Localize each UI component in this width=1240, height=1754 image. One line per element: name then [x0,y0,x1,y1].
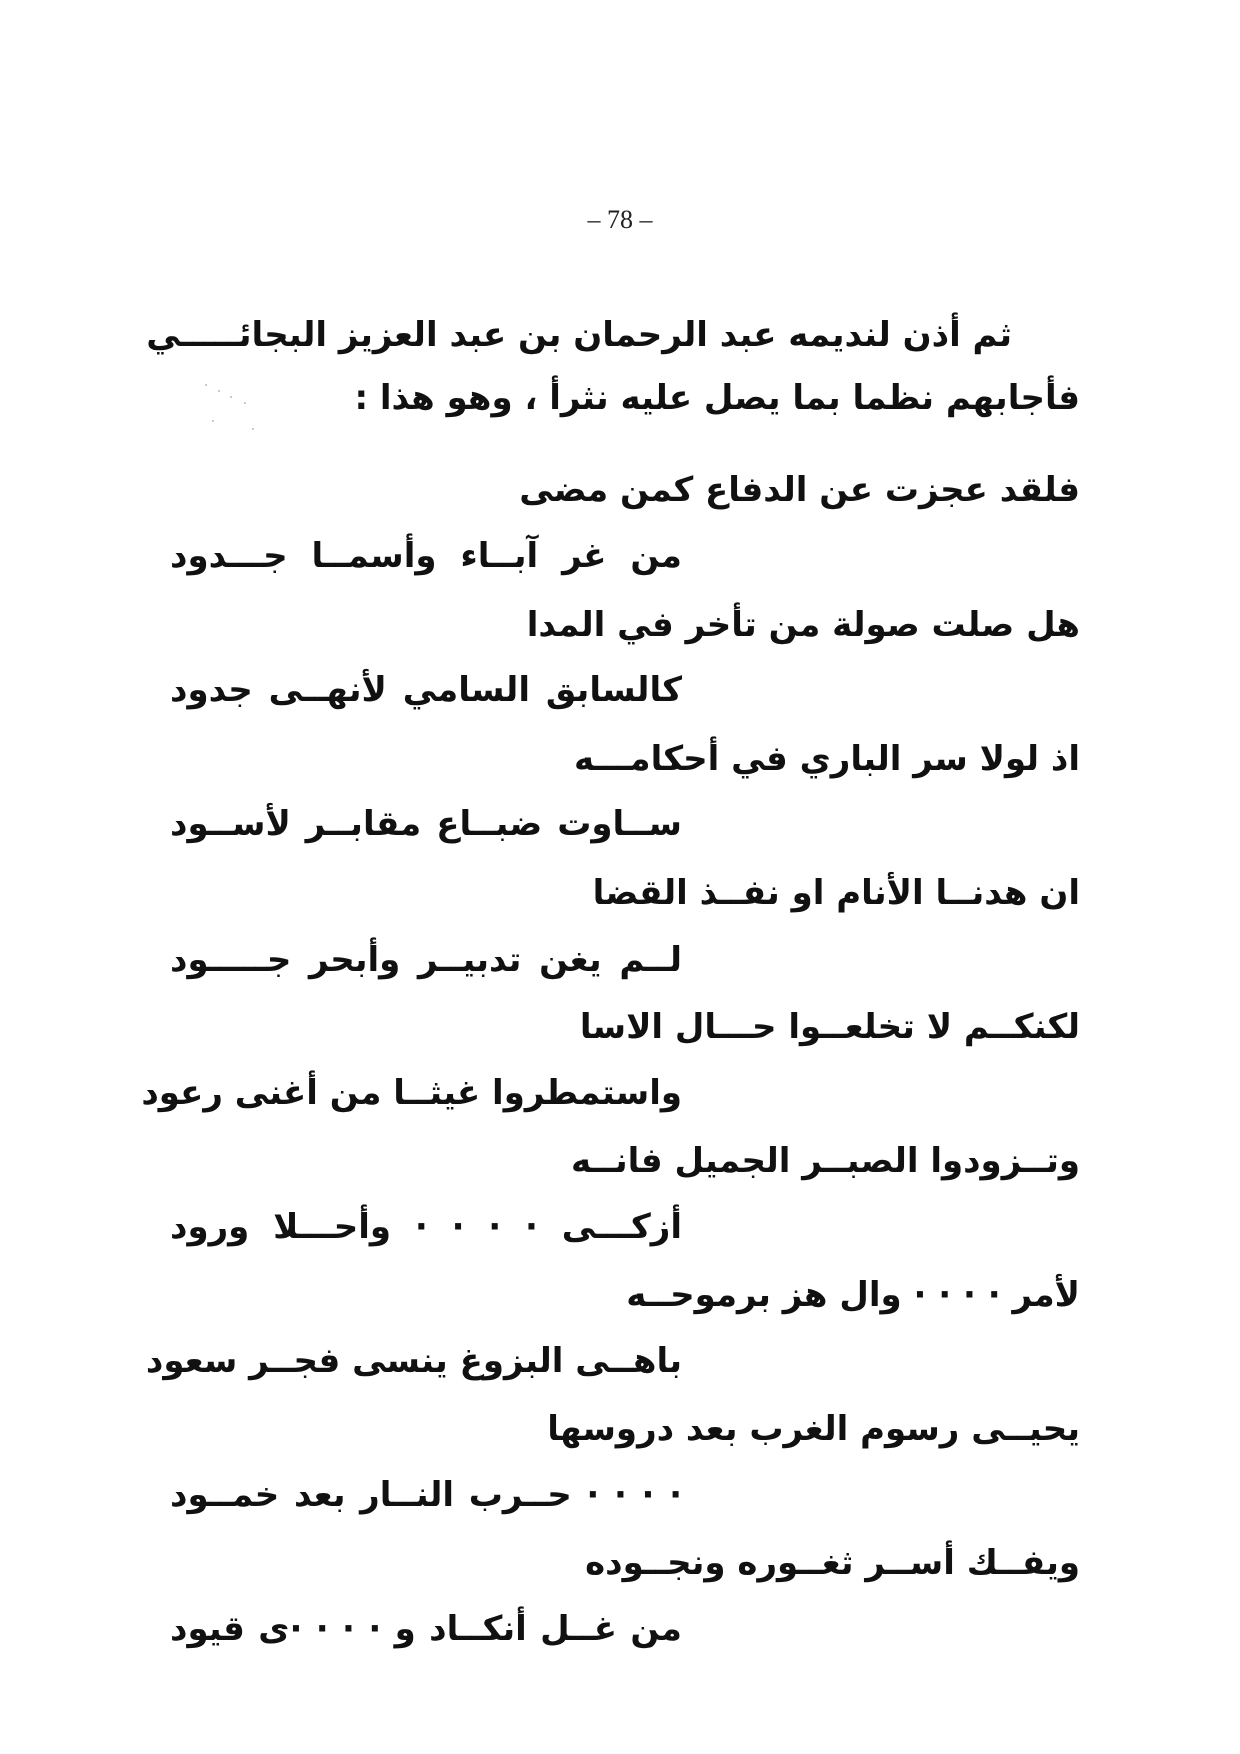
verse-line: ويفــك أســر ثغــوره ونجــوده [585,1543,1080,1583]
verse-line: باهــى البزوغ ينسى فجــر سعود [145,1341,682,1381]
verse-line: وتــزودوا الصبــر الجميل فانــه [571,1141,1080,1181]
verse-line: لــم يغن تدبيــر وأبحر جـــــود [170,940,682,980]
verse-line: من غر آبــاء وأسمــا جـــدود [170,536,682,576]
verse-line: ســاوت ضبــاع مقابــر لأســود [170,804,682,844]
verse-line: ان هدنــا الأنام او نفــذ القضا [592,873,1080,913]
verse-line: فلقد عجزت عن الدفاع كمن مضى [519,470,1080,510]
intro-line-1: ثم أذن لنديمه عبد الرحمان بن عبد العزيز البجائـــــي [146,315,1012,355]
verse-line: واستمطروا غيثــا من أغنى رعود [141,1073,682,1113]
scan-specks [200,380,270,450]
verse-line: اذ لولا سر الباري في أحكامـــه [574,739,1080,779]
verse-line: لأمر · · · · وال هز برموحــه [626,1275,1080,1315]
intro-line-2: فأجابهم نظما بما يصل عليه نثرأ ، وهو هذا : [354,378,1080,418]
verse-line: · · · · حــرب النــار بعد خمــود [170,1475,682,1515]
page-number: – 78 – [587,205,653,234]
verse-line: هل صلت صولة من تأخر في المدا [526,605,1080,645]
verse-line: يحيــى رسوم الغرب بعد دروسها [547,1409,1080,1449]
verse-line: كالسابق السامي لأنهــى جدود [170,670,682,710]
verse-line: من غــل أنكــاد و · · · ·ى قيود [170,1609,682,1649]
verse-line: أزكـــى · · · · وأحـــلا ورود [170,1207,682,1247]
verse-line: لكنكــم لا تخلعــوا حـــال الاسا [579,1007,1080,1047]
